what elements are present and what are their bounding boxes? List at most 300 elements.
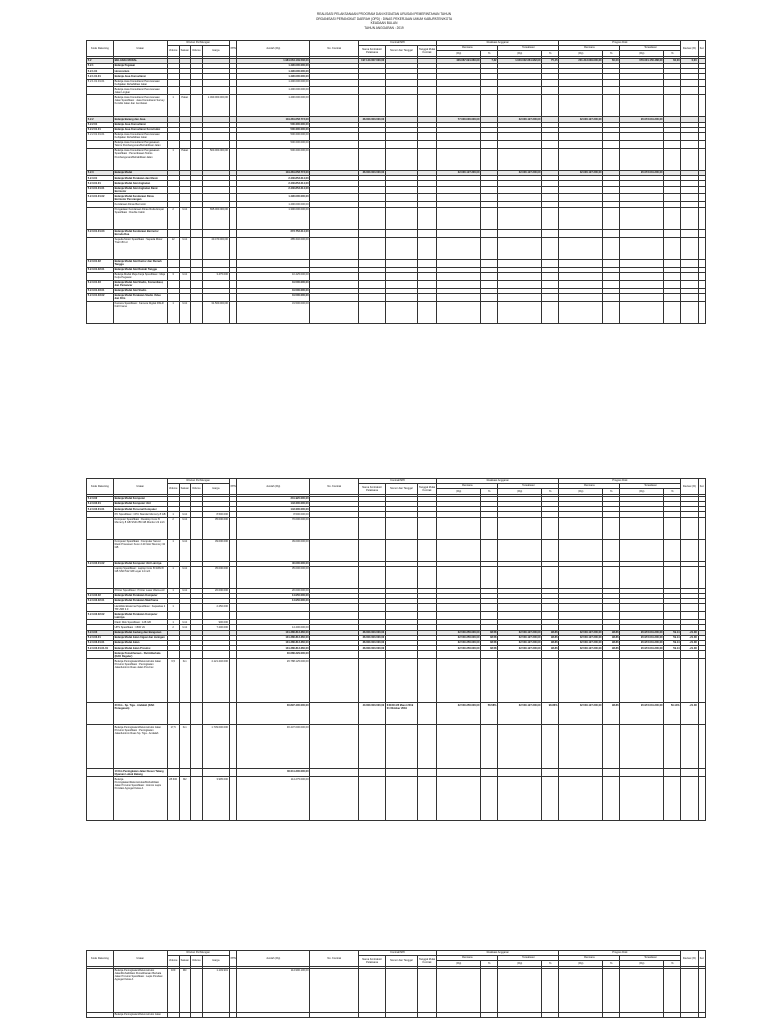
cell-fis-t-p: 59.14	[664, 635, 681, 640]
cell-dev	[681, 1012, 698, 1017]
table-row	[87, 725, 706, 769]
cell-empty	[190, 148, 202, 170]
cell-satuan: Unit	[179, 207, 190, 229]
report-page-3	[86, 950, 706, 1018]
cell-ket	[698, 229, 706, 237]
cell-satuan: Unit	[179, 237, 190, 259]
cell-dev	[681, 968, 698, 1012]
cell-jumlah: 1.490.000.000,00	[237, 74, 310, 79]
cell-kode: 5.2.3.01.02	[87, 259, 114, 267]
cell-uraian: Pengadaan Kendaraan Dinas Roda Empat Spesifikasi : Double Cabin	[113, 207, 167, 229]
cell-kode: 5.2.1.01.01	[87, 74, 114, 79]
cell-fis-t-p: 59.14%	[664, 703, 681, 725]
cell-uraian: UPS Spesifikasi : 1500 VA	[113, 625, 167, 630]
cell-real-r-p	[481, 612, 498, 620]
cell-empty	[190, 87, 202, 95]
cell-fis-t-p	[664, 259, 681, 267]
cell-kode	[87, 148, 114, 170]
cell-nomor	[386, 301, 418, 323]
cell-jumlah: 1.981.064.139.536,00	[237, 58, 310, 63]
cell-fis-t	[620, 95, 664, 117]
cell-kontrak	[359, 293, 386, 301]
cell-ppn	[229, 186, 236, 194]
cell-real-t	[498, 133, 542, 141]
cell-fis-r	[559, 140, 603, 148]
col-jumlah: Jumlah (Rp)	[237, 41, 310, 57]
cell-uraian: 10 Km Peningkatan Jalan Dusun Talang Nyaman Lubuk Batang	[113, 769, 167, 777]
cell-dev	[681, 207, 698, 229]
cell-kode: 5.2.2	[87, 117, 114, 122]
cell-jumlah: 39.000.000,00	[237, 539, 310, 561]
cell-ppn	[229, 237, 236, 259]
cell-volume: 1	[167, 95, 179, 117]
cell-real-r-p	[481, 651, 498, 659]
cell-kontrak	[359, 604, 386, 612]
cell-kontrak	[359, 301, 386, 323]
cell-ket	[698, 194, 706, 202]
cell-ket	[698, 539, 706, 561]
cell-dev	[681, 301, 698, 323]
cell-empty	[190, 517, 202, 539]
cell-kontrak	[359, 769, 386, 777]
cell-kontrak	[359, 229, 386, 237]
cell-kontrak: 197.140.007.000,00	[359, 58, 386, 63]
cell-ppn	[229, 293, 236, 301]
cell-real-r-p	[481, 1012, 498, 1017]
cell-uraian: Laptop Spesifikasi : Laptop Core i5 RAM 8 GB SSD 512 GB Layar 14 inch	[113, 566, 167, 588]
cell-no-kontrak	[310, 133, 359, 141]
cell-jumlah: 131.386.813.360,00	[237, 640, 310, 645]
cell-real-r-p	[481, 95, 498, 117]
cell-nomor	[386, 659, 418, 703]
cell-nomor	[386, 968, 418, 1012]
cell-real-r	[437, 777, 481, 821]
cell-real-t-p	[542, 293, 559, 301]
cell-dev	[681, 95, 698, 117]
cell-nomor	[386, 79, 418, 87]
cell-nomor	[386, 272, 418, 280]
cell-fis-r	[559, 769, 603, 777]
cell-ket	[698, 301, 706, 323]
cell-uraian: Belanja Pemeliharaan - Rutin/Berkala (DAK Reguler)	[113, 651, 167, 659]
cell-fis-r-p	[603, 207, 620, 229]
cell-volume: 2	[167, 207, 179, 229]
col-real-terealisasi: Terealisasi	[498, 45, 559, 50]
table-row	[87, 651, 706, 659]
col-harga: Harga	[202, 955, 229, 966]
cell-kode: 5.2.1.01	[87, 69, 114, 74]
cell-nomor	[386, 229, 418, 237]
cell-real-r	[437, 659, 481, 703]
col-volume-2: Volume	[190, 45, 202, 56]
cell-fis-t	[620, 272, 664, 280]
cell-ppn	[229, 140, 236, 148]
cell-fis-r	[559, 293, 603, 301]
cell-real-t	[498, 539, 542, 561]
cell-kode: 5.2.3.03.01.01	[87, 640, 114, 645]
cell-kode: 5.2.3.01.02.01	[87, 267, 114, 272]
cell-tanggal-mulai	[417, 703, 437, 725]
cell-uraian: Harddisk Eksternal Spesifikasi : Kapasitas 2 TB USB 3.0	[114, 604, 166, 611]
cell-real-r-p: 7,32	[481, 58, 498, 63]
cell-real-t-p	[542, 1012, 559, 1017]
cell-empty	[190, 725, 202, 769]
cell-satuan: Km	[179, 659, 190, 703]
cell-nomor	[386, 1012, 418, 1017]
cell-real-t	[498, 148, 542, 170]
cell-empty	[190, 133, 202, 141]
cell-dev: -21.38	[681, 635, 698, 640]
cell-no-kontrak	[310, 186, 359, 194]
cell-kode	[87, 651, 114, 659]
cell-fis-r: 32.000.127.200,00	[559, 117, 603, 122]
col-deviasi: Deviasi (%)	[681, 41, 698, 57]
cell-jumlah	[237, 604, 310, 612]
cell-fis-t-p	[664, 87, 681, 95]
cell-fis-t-p	[664, 140, 681, 148]
cell-fis-r-p	[603, 769, 620, 777]
cell-fis-r: 32.530.127.200,00	[559, 640, 603, 645]
cell-real-r-p	[481, 280, 498, 288]
col-fis-rencana: Rencana	[559, 955, 620, 960]
cell-fis-r	[559, 517, 603, 539]
cell-uraian: Belanja Modal Komputer Unit Lainnya	[113, 561, 167, 566]
cell-tanggal-mulai	[417, 79, 437, 87]
cell-real-r: 32.530.356.000,00	[437, 646, 481, 651]
cell-real-r	[437, 280, 481, 288]
col-real-rencana-pct: %	[481, 50, 498, 56]
cell-dev	[681, 87, 698, 95]
cell-fis-r-p	[603, 517, 620, 539]
cell-kode: 5.2	[87, 58, 114, 63]
col-volume: Volume	[167, 45, 179, 56]
cell-fis-r-p	[603, 272, 620, 280]
cell-satuan	[179, 703, 190, 725]
cell-fis-t-p	[664, 293, 681, 301]
col-fisik: Progres Fisik	[559, 479, 681, 484]
cell-fis-t-p	[664, 229, 681, 237]
cell-harga	[202, 140, 229, 148]
cell-real-r	[437, 566, 481, 588]
col-fis-terealisasi-rp: (Rp)	[620, 960, 664, 966]
table-row	[87, 194, 706, 202]
cell-uraian: Belanja Modal Kendaraan Bermotor Beroda Dua	[113, 229, 167, 237]
cell-fis-t	[620, 968, 664, 1012]
cell-kontrak	[359, 272, 386, 280]
cell-real-r-p	[481, 148, 498, 170]
col-nomor-tanggal: Nomor dan Tanggal	[386, 955, 418, 966]
cell-real-t	[498, 280, 542, 288]
cell-real-t	[498, 259, 542, 267]
table-row	[87, 1012, 706, 1017]
cell-kode: 5.2.3.02.01.01	[87, 507, 114, 512]
cell-kode	[87, 725, 114, 769]
cell-ket	[698, 280, 706, 288]
cell-fis-t: 679.001.150.488,00	[620, 58, 664, 63]
col-real-terealisasi-pct: %	[542, 50, 559, 56]
cell-jumlah: 143.000.000,00	[237, 507, 310, 512]
cell-no-kontrak	[310, 140, 359, 148]
cell-fis-t	[620, 87, 664, 95]
cell-uraian: Belanja Pegawai	[113, 63, 167, 68]
cell-real-t: 32.000.127.200,00	[498, 170, 542, 175]
cell-fis-t-p: 59.14	[664, 646, 681, 651]
cell-kontrak	[359, 237, 386, 259]
col-real-terealisasi-rp: (Rp)	[498, 50, 542, 56]
cell-uraian: Belanja Jasa Konsultansi Konstruksi	[113, 127, 167, 132]
cell-kontrak	[359, 968, 386, 1012]
cell-empty	[190, 612, 202, 620]
cell-fis-r	[559, 566, 603, 588]
cell-ppn	[229, 539, 236, 561]
cell-empty	[190, 95, 202, 117]
cell-kontrak	[359, 79, 386, 87]
cell-fis-t-p	[664, 777, 681, 821]
cell-harga	[202, 703, 229, 725]
cell-tanggal-mulai	[417, 259, 437, 267]
cell-dev	[681, 259, 698, 267]
cell-uraian: Belanja Modal Peralatan Komputer Lainnya	[113, 612, 167, 620]
cell-tanggal-mulai	[417, 207, 437, 229]
col-uraian: Uraian	[113, 41, 167, 57]
cell-jumlah: 1.490.000.000,00	[237, 79, 310, 87]
cell-ppn	[229, 612, 236, 620]
cell-kontrak	[359, 612, 386, 620]
cell-volume	[167, 229, 179, 237]
cell-real-t-p	[542, 725, 559, 769]
cell-satuan	[179, 280, 190, 288]
cell-ket	[698, 293, 706, 301]
cell-fis-r-p	[603, 148, 620, 170]
cell-tanggal-mulai	[417, 186, 437, 194]
cell-ket	[698, 259, 706, 267]
cell-jumlah: 1.490.000.000,00	[237, 194, 310, 202]
table-row	[87, 517, 706, 539]
cell-fis-t: 20.973.031.200,00	[620, 703, 664, 725]
cell-uraian: Belanja Modal Alat Angkutan Darat Bermotor	[113, 186, 167, 194]
cell-uraian: Belanja Peningkatan/Rekonstruksi Jalan/Rehabilitasi Pemeliharaan Berkala Jalan Provinsi Spesifikasi : Lapis Pondasi Agregat Kelas A	[113, 968, 167, 1012]
cell-fis-r-p: 98.86	[603, 703, 620, 725]
cell-jumlah: 8.500.000,00	[237, 512, 310, 517]
col-real-rencana: Rencana	[437, 483, 498, 488]
col-nama-pelaksana: Nama Kontraktor Pelaksana	[359, 955, 386, 966]
cell-real-r: 32.530.356.000,00	[437, 630, 481, 635]
cell-jumlah: 114.275.000,00	[237, 777, 310, 821]
cell-fis-t-p	[664, 968, 681, 1012]
col-rincian: Rincian Perhitungan	[167, 479, 229, 484]
cell-tanggal-mulai	[417, 566, 437, 588]
cell-satuan: Unit	[179, 588, 190, 593]
cell-jumlah: 2.430.853.214,00	[237, 186, 310, 194]
cell-ket	[698, 612, 706, 620]
table-row	[87, 604, 706, 612]
cell-ket	[698, 207, 706, 229]
col-nama-pelaksana: Nama Kontraktor Pelaksana	[359, 45, 386, 56]
cell-jumlah: 31.500.000,00	[237, 280, 310, 288]
cell-fis-r-p	[603, 968, 620, 1012]
cell-real-t	[498, 237, 542, 259]
cell-real-r	[437, 259, 481, 267]
cell-real-t-p	[542, 968, 559, 1012]
cell-uraian: Belanja Jasa Konsultansi Perencanaan Jalan Spesifikasi : Jasa Konsultansi Survey Kondisi Jalan dan Jembatan	[113, 95, 167, 117]
cell-nomor	[386, 777, 418, 821]
col-ket: Ket	[698, 41, 706, 57]
cell-nomor	[386, 517, 418, 539]
cell-no-kontrak	[310, 725, 359, 769]
cell-nomor	[386, 725, 418, 769]
cell-kontrak: 38.000.000.000,00	[359, 640, 386, 645]
col-nama-pelaksana: Nama Kontraktor Pelaksana	[359, 483, 386, 494]
cell-uraian: Belanja Jasa Konsultansi	[113, 122, 167, 127]
cell-harga: 3.475.000	[202, 272, 229, 280]
cell-real-t-p	[542, 79, 559, 87]
cell-kode	[87, 87, 114, 95]
cell-fis-r-p	[603, 539, 620, 561]
cell-real-t-p: 98.86	[542, 646, 559, 651]
cell-ket	[698, 87, 706, 95]
cell-ppn	[229, 259, 236, 267]
cell-ppn	[229, 133, 236, 141]
col-uraian: Uraian	[113, 479, 167, 495]
cell-fis-t: 20.973.031.200,00	[620, 630, 664, 635]
cell-fis-t-p	[664, 566, 681, 588]
cell-volume: 1	[167, 148, 179, 170]
cell-fis-t-p	[664, 517, 681, 539]
report-header	[0, 12, 768, 30]
cell-kode: 5.2.3.03.01	[87, 635, 114, 640]
col-kode: Kode Rekening	[87, 479, 114, 495]
cell-volume: 2	[167, 517, 179, 539]
cell-tanggal-mulai	[417, 769, 437, 777]
cell-empty	[190, 566, 202, 588]
cell-fis-r	[559, 651, 603, 659]
cell-real-t-p	[542, 95, 559, 117]
cell-uraian: Belanja Modal Peralatan Mainframe	[113, 599, 167, 604]
cell-fis-t-p	[664, 769, 681, 777]
cell-real-r-p	[481, 777, 498, 821]
cell-fis-r-p: 98.86	[603, 646, 620, 651]
cell-real-t-p	[542, 651, 559, 659]
cell-fis-r-p: 98.86	[603, 630, 620, 635]
cell-fis-r-p	[603, 566, 620, 588]
cell-fis-r-p: 98.86	[603, 635, 620, 640]
col-volume: Volume	[167, 483, 179, 494]
cell-real-r-p	[481, 194, 498, 202]
cell-empty	[190, 259, 202, 267]
cell-real-r-p	[481, 237, 498, 259]
cell-real-t	[498, 651, 542, 659]
col-fis-rencana-pct: %	[603, 50, 620, 56]
cell-kode: 5.2.2.01.01.01	[87, 133, 114, 141]
cell-fis-t	[620, 539, 664, 561]
cell-real-r-p	[481, 725, 498, 769]
table-row	[87, 272, 706, 280]
col-fis-terealisasi-rp: (Rp)	[620, 50, 664, 56]
cell-fis-r	[559, 725, 603, 769]
cell-tanggal-mulai	[417, 87, 437, 95]
cell-kontrak: 38.000.000.000,00	[359, 170, 386, 175]
cell-harga: 900.000	[202, 620, 229, 625]
cell-fis-r-p	[603, 651, 620, 659]
cell-kontrak	[359, 259, 386, 267]
table-row	[87, 79, 706, 87]
cell-kontrak	[359, 280, 386, 288]
cell-no-kontrak	[310, 148, 359, 170]
cell-ppn	[229, 769, 236, 777]
col-kontrak: Kontrak/SPK	[359, 41, 437, 46]
cell-fis-r: 32.530.127.200,00	[559, 703, 603, 725]
cell-fis-r-p	[603, 87, 620, 95]
cell-fis-t-p	[664, 539, 681, 561]
cell-dev: -21.38	[681, 630, 698, 635]
cell-harga: 2.250.000	[202, 604, 229, 612]
cell-kode	[87, 95, 114, 117]
cell-real-r-p	[481, 293, 498, 301]
cell-fis-r-p	[603, 133, 620, 141]
cell-real-r	[437, 207, 481, 229]
cell-jumlah: 331.920.000,00	[237, 496, 310, 501]
col-harga: Harga	[202, 45, 229, 56]
col-fis-rencana-rp: (Rp)	[559, 488, 603, 494]
col-fis-rencana: Rencana	[559, 45, 620, 50]
cell-empty	[190, 280, 202, 288]
cell-nomor	[386, 293, 418, 301]
cell-no-kontrak	[310, 207, 359, 229]
cell-real-t	[498, 140, 542, 148]
cell-empty	[190, 229, 202, 237]
cell-real-t: 32.530.127.200,00	[498, 630, 542, 635]
cell-tanggal-mulai	[417, 194, 437, 202]
cell-kontrak: 38.000.000.000,00	[359, 117, 386, 122]
cell-no-kontrak	[310, 1012, 359, 1017]
cell-fis-t-p	[664, 207, 681, 229]
cell-volume: 17,5	[167, 725, 179, 769]
cell-fis-t	[620, 140, 664, 148]
cell-real-t-p	[542, 612, 559, 620]
cell-real-t-p: 98.86	[542, 635, 559, 640]
cell-empty	[190, 651, 202, 659]
cell-satuan	[179, 293, 190, 301]
cell-kode: 5.2.3.02.01	[87, 501, 114, 506]
cell-nomor: 640/48 /28 Maret 2019 01 Oktober 2019	[386, 703, 418, 725]
cell-jumlah: 1.490.000.000,00	[237, 202, 310, 207]
cell-dev	[681, 133, 698, 141]
col-fisik: Progres Fisik	[559, 951, 681, 956]
cell-uraian: Belanja Barang dan Jasa	[113, 117, 167, 122]
cell-real-r	[437, 769, 481, 777]
cell-fis-r: 32.530.127.200,00	[559, 630, 603, 635]
cell-tanggal-mulai	[417, 237, 437, 259]
cell-fis-r: 32.530.127.200,00	[559, 646, 603, 651]
col-real-rencana-rp: (Rp)	[437, 960, 481, 966]
col-fis-terealisasi: Terealisasi	[620, 45, 681, 50]
cell-ppn	[229, 604, 236, 612]
cell-fis-t-p	[664, 148, 681, 170]
cell-no-kontrak	[310, 517, 359, 539]
cell-jumlah	[237, 259, 310, 267]
cell-dev	[681, 229, 698, 237]
cell-kode	[87, 1012, 114, 1017]
cell-no-kontrak	[310, 229, 359, 237]
cell-satuan: Unit	[179, 512, 190, 517]
cell-fis-t	[620, 517, 664, 539]
cell-ppn	[229, 148, 236, 170]
cell-nomor	[386, 259, 418, 267]
cell-nomor	[386, 148, 418, 170]
col-fis-terealisasi-pct: %	[664, 488, 681, 494]
cell-real-t	[498, 186, 542, 194]
col-uraian: Uraian	[113, 951, 167, 967]
